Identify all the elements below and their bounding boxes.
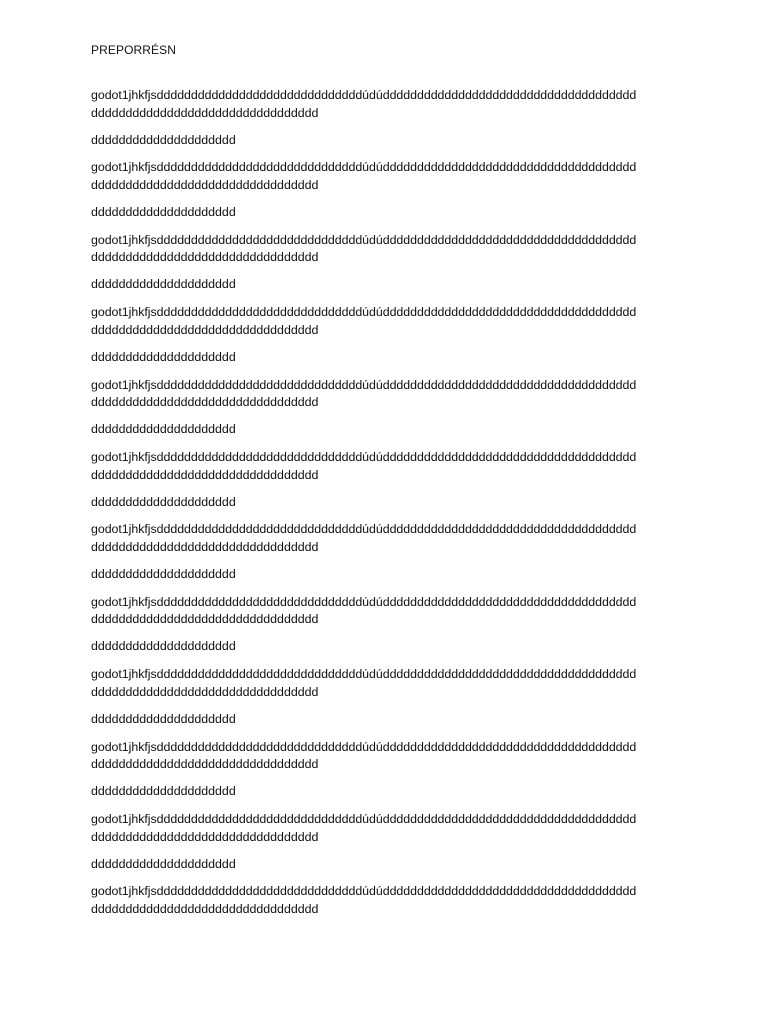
paragraph-line-2: ddddddddddddddddddddddddddddddddd <box>91 901 319 916</box>
paragraph-short-line: ddddddddddddddddddddd <box>91 711 236 726</box>
paragraph-line-2: ddddddddddddddddddddddddddddddddd <box>91 322 319 337</box>
paragraph-line-2: ddddddddddddddddddddddddddddddddd <box>91 757 319 772</box>
paragraph-line-1: godot1jhkfjsddddddddddddddddddddddddddddddúdúddddddddddddddddddddddddddddddddddddd <box>91 450 637 464</box>
paragraph-line-2: ddddddddddddddddddddddddddddddddd <box>91 177 319 192</box>
paragraph-short-line: ddddddddddddddddddddd <box>91 639 236 654</box>
paragraph-line-2: ddddddddddddddddddddddddddddddddd <box>91 829 319 844</box>
paragraph-line-2: ddddddddddddddddddddddddddddddddd <box>91 467 319 482</box>
paragraph-line-2: ddddddddddddddddddddddddddddddddd <box>91 250 319 265</box>
paragraph-line-1: godot1jhkfjsddddddddddddddddddddddddddddddúdúddddddddddddddddddddddddddddddddddddd <box>91 522 637 537</box>
paragraph-short-line: ddddddddddddddddddddd <box>91 856 236 871</box>
paragraph-short-line: ddddddddddddddddddddd <box>91 566 236 581</box>
paragraph-line-2: ddddddddddddddddddddddddddddddddd <box>91 684 319 699</box>
paragraph-short-line: ddddddddddddddddddddd <box>91 494 236 509</box>
paragraph-line-1: godot1jhkfjsddddddddddddddddddddddddddddddúdúddddddddddddddddddddddddddddddddddddd <box>91 884 637 899</box>
paragraph-short-line: ddddddddddddddddddddd <box>91 422 236 437</box>
paragraph-short-line: ddddddddddddddddddddd <box>91 204 236 219</box>
paragraph-line-2: ddddddddddddddddddddddddddddddddd <box>91 539 319 554</box>
paragraph-line-1: godot1jhkfjsddddddddddddddddddddddddddddddúdúddddddddddddddddddddddddddddddddddddd <box>91 594 637 609</box>
paragraph-line-1: godot1jhkfjsddddddddddddddddddddddddddddddúdúddddddddddddddddddddddddddddddddddddd <box>91 739 637 754</box>
paragraph-line-1: godot1jhkfjsddddddddddddddddddddddddddddddúdúddddddddddddddddddddddddddddddddddddd <box>91 377 637 392</box>
paragraph-line-1: godot1jhkfjsddddddddddddddddddddddddddddddúdúddddddddddddddddddddddddddddddddddddd <box>91 305 637 320</box>
paragraph-line-1: godot1jhkfjsddddddddddddddddddddddddddddddúdúddddddddddddddddddddddddddddddddddddd <box>91 160 637 175</box>
paragraph-line-2: ddddddddddddddddddddddddddddddddd <box>91 612 319 627</box>
paragraph-short-line: ddddddddddddddddddddd <box>91 784 236 799</box>
document-title: PREPORRÉSN <box>91 43 177 57</box>
paragraph-line-1: godot1jhkfjsddddddddddddddddddddddddddddddúdúddddddddddddddddddddddddddddddddddddd <box>91 88 637 102</box>
paragraph-line-2: ddddddddddddddddddddddddddddddddd <box>91 105 319 120</box>
paragraph-short-line: ddddddddddddddddddddd <box>91 277 236 292</box>
paragraph-line-1: godot1jhkfjsddddddddddddddddddddddddddddddúdúddddddddddddddddddddddddddddddddddddd <box>91 232 637 247</box>
paragraph-short-line: ddddddddddddddddddddd <box>91 132 236 147</box>
paragraph-line-2: ddddddddddddddddddddddddddddddddd <box>91 395 319 410</box>
paragraph-line-1: godot1jhkfjsddddddddddddddddddddddddddddddúdúddddddddddddddddddddddddddddddddddddd <box>91 667 637 682</box>
paragraph-line-1: godot1jhkfjsddddddddddddddddddddddddddddddúdúddddddddddddddddddddddddddddddddddddd <box>91 812 637 826</box>
paragraph-short-line: ddddddddddddddddddddd <box>91 349 236 364</box>
